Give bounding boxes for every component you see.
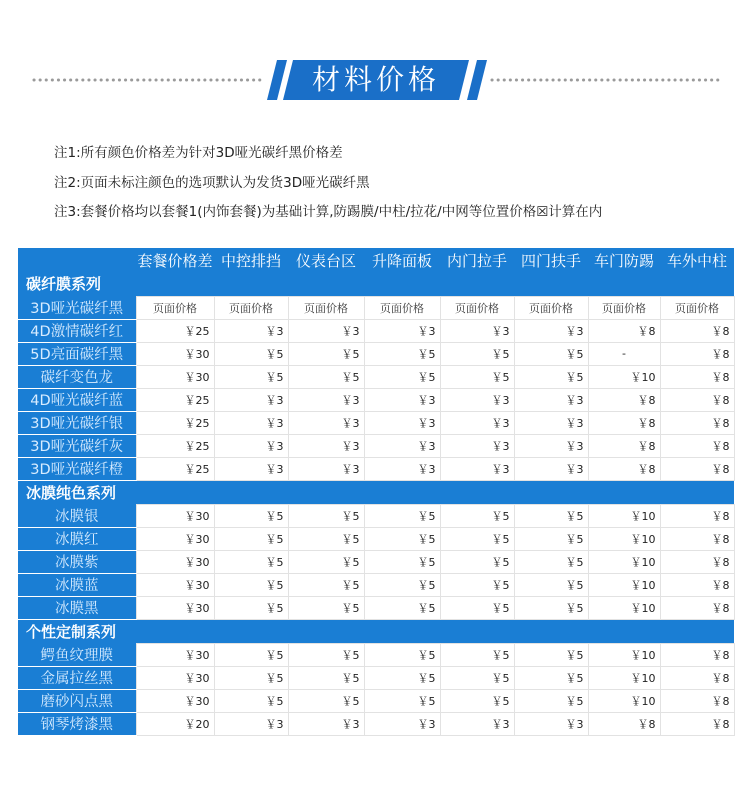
price-cell: ￥8 xyxy=(660,411,734,434)
price-cell: ￥5 xyxy=(288,527,364,550)
price-cell: ￥3 xyxy=(514,411,588,434)
row-label: 3D哑光碳纤黑 xyxy=(18,296,136,319)
row-label: 4D哑光碳纤蓝 xyxy=(18,388,136,411)
table-row xyxy=(18,527,734,550)
table-row xyxy=(18,643,734,666)
price-cell: ￥10 xyxy=(588,666,660,689)
price-cell: ￥3 xyxy=(214,434,288,457)
price-cell: 页面价格 xyxy=(440,296,514,319)
price-cell: ￥5 xyxy=(440,527,514,550)
row-label: 冰膜紫 xyxy=(18,550,136,573)
price-cell: ￥5 xyxy=(514,643,588,666)
price-cell: ￥10 xyxy=(588,643,660,666)
price-cell: ￥3 xyxy=(288,712,364,735)
price-cell: ￥5 xyxy=(514,596,588,619)
price-cell: ￥3 xyxy=(364,457,440,480)
column-header: 四门扶手 xyxy=(514,248,588,272)
price-cell: ￥5 xyxy=(288,504,364,527)
price-cell: ￥3 xyxy=(440,388,514,411)
column-header: 仪表台区 xyxy=(288,248,364,272)
price-cell: - xyxy=(588,342,660,365)
price-cell: ￥5 xyxy=(214,596,288,619)
price-cell: ￥5 xyxy=(364,643,440,666)
note-3: 注3:套餐价格均以套餐1(内饰套餐)为基础计算,防踢膜/中柱/拉花/中网等位置价格☒计算在内 xyxy=(54,204,603,220)
price-cell: ￥5 xyxy=(440,550,514,573)
column-header: 车门防踢 xyxy=(588,248,660,272)
price-cell: ￥8 xyxy=(660,434,734,457)
price-cell: 页面价格 xyxy=(588,296,660,319)
row-label: 3D哑光碳纤橙 xyxy=(18,457,136,480)
price-cell: 页面价格 xyxy=(214,296,288,319)
section-title: 碳纤膜系列 xyxy=(18,272,734,296)
price-cell: ￥3 xyxy=(214,457,288,480)
price-cell: ￥8 xyxy=(660,596,734,619)
table-row xyxy=(18,712,734,735)
price-cell: ￥5 xyxy=(214,365,288,388)
table-row xyxy=(18,457,734,480)
price-cell: ￥3 xyxy=(214,712,288,735)
price-cell: ￥25 xyxy=(136,457,214,480)
price-cell: ￥5 xyxy=(440,596,514,619)
price-cell: ￥3 xyxy=(214,388,288,411)
price-cell: ￥5 xyxy=(214,342,288,365)
dotted-rule-left xyxy=(32,77,262,83)
price-cell: ￥3 xyxy=(514,388,588,411)
price-cell: ￥8 xyxy=(660,643,734,666)
title-banner xyxy=(0,58,750,102)
table-row xyxy=(18,504,734,527)
row-label: 冰膜银 xyxy=(18,504,136,527)
row-label: 冰膜黑 xyxy=(18,596,136,619)
dotted-rule-right xyxy=(490,77,720,83)
price-cell: ￥30 xyxy=(136,527,214,550)
price-cell: ￥5 xyxy=(440,365,514,388)
note-2: 注2:页面未标注颜色的选项默认为发货3D哑光碳纤黑 xyxy=(54,174,370,191)
price-cell: ￥10 xyxy=(588,596,660,619)
price-cell: ￥25 xyxy=(136,434,214,457)
price-cell: ￥5 xyxy=(214,573,288,596)
price-cell: ￥5 xyxy=(440,342,514,365)
price-cell: ￥3 xyxy=(214,319,288,342)
price-cell: ￥10 xyxy=(588,689,660,712)
price-cell: ￥8 xyxy=(660,573,734,596)
price-cell: ￥3 xyxy=(288,411,364,434)
price-cell: ￥5 xyxy=(288,573,364,596)
table-row xyxy=(18,434,734,457)
price-cell: ￥5 xyxy=(440,689,514,712)
price-cell: ￥8 xyxy=(660,689,734,712)
price-cell: ￥3 xyxy=(440,434,514,457)
price-cell: ￥8 xyxy=(660,457,734,480)
price-cell: ￥5 xyxy=(214,689,288,712)
price-cell: ￥10 xyxy=(588,550,660,573)
price-cell: ￥5 xyxy=(364,666,440,689)
price-cell: ￥30 xyxy=(136,550,214,573)
price-cell: ￥8 xyxy=(660,388,734,411)
price-cell: ￥5 xyxy=(364,504,440,527)
price-cell: ￥8 xyxy=(660,527,734,550)
price-cell: ￥3 xyxy=(440,712,514,735)
price-cell: ￥30 xyxy=(136,643,214,666)
price-cell: ￥3 xyxy=(440,319,514,342)
price-cell: ￥5 xyxy=(288,550,364,573)
title-slash-right xyxy=(467,60,487,100)
column-header: 套餐价格差 xyxy=(136,248,214,272)
price-cell: ￥8 xyxy=(660,504,734,527)
table-row xyxy=(18,342,734,365)
section-title: 冰膜纯色系列 xyxy=(18,480,734,504)
price-cell: ￥5 xyxy=(288,643,364,666)
section-header-row xyxy=(18,480,734,504)
price-cell: ￥30 xyxy=(136,596,214,619)
price-cell: ￥5 xyxy=(214,666,288,689)
price-cell: ￥8 xyxy=(588,388,660,411)
price-cell: ￥5 xyxy=(288,689,364,712)
price-cell: ￥5 xyxy=(288,666,364,689)
price-cell: ￥5 xyxy=(440,573,514,596)
price-cell: ￥3 xyxy=(214,411,288,434)
price-cell: ￥5 xyxy=(514,573,588,596)
price-cell: ￥30 xyxy=(136,573,214,596)
table-row xyxy=(18,573,734,596)
price-cell: ￥3 xyxy=(364,411,440,434)
price-cell: ￥5 xyxy=(364,550,440,573)
price-cell: ￥30 xyxy=(136,666,214,689)
row-label: 冰膜红 xyxy=(18,527,136,550)
column-header: 升降面板 xyxy=(364,248,440,272)
price-cell: ￥8 xyxy=(588,457,660,480)
price-cell: 页面价格 xyxy=(364,296,440,319)
row-label: 磨砂闪点黑 xyxy=(18,689,136,712)
table-row xyxy=(18,296,734,319)
price-cell: ￥3 xyxy=(288,457,364,480)
price-cell: ￥25 xyxy=(136,319,214,342)
row-label: 鳄鱼纹理膜 xyxy=(18,643,136,666)
price-cell: ￥3 xyxy=(364,319,440,342)
price-cell: ￥3 xyxy=(514,434,588,457)
table-row xyxy=(18,596,734,619)
price-cell: ￥20 xyxy=(136,712,214,735)
row-label: 3D哑光碳纤银 xyxy=(18,411,136,434)
table-row xyxy=(18,550,734,573)
price-cell: ￥5 xyxy=(364,596,440,619)
row-label: 金属拉丝黑 xyxy=(18,666,136,689)
section-header-row xyxy=(18,619,734,643)
notes xyxy=(54,143,602,232)
price-cell: ￥30 xyxy=(136,689,214,712)
table-row xyxy=(18,365,734,388)
price-cell: ￥3 xyxy=(440,411,514,434)
price-cell: ￥8 xyxy=(660,550,734,573)
price-cell: ￥10 xyxy=(588,504,660,527)
price-cell: ￥5 xyxy=(364,689,440,712)
price-cell: ￥5 xyxy=(364,573,440,596)
price-cell: ￥5 xyxy=(214,643,288,666)
table-row xyxy=(18,689,734,712)
row-label: 3D哑光碳纤灰 xyxy=(18,434,136,457)
price-cell: ￥3 xyxy=(364,388,440,411)
price-cell: ￥8 xyxy=(588,411,660,434)
price-table xyxy=(18,248,735,736)
price-cell: ￥5 xyxy=(440,666,514,689)
price-cell: 页面价格 xyxy=(288,296,364,319)
price-cell: ￥5 xyxy=(514,550,588,573)
price-cell: ￥30 xyxy=(136,342,214,365)
price-cell: ￥8 xyxy=(660,365,734,388)
price-cell: ￥5 xyxy=(214,550,288,573)
section-header-row xyxy=(18,272,734,296)
price-cell: ￥5 xyxy=(364,527,440,550)
price-cell: ￥5 xyxy=(364,365,440,388)
price-cell: ￥25 xyxy=(136,388,214,411)
price-cell: ￥5 xyxy=(514,689,588,712)
price-cell: ￥3 xyxy=(364,434,440,457)
price-cell: ￥5 xyxy=(288,365,364,388)
column-header: 中控排挡 xyxy=(214,248,288,272)
price-cell: 页面价格 xyxy=(136,296,214,319)
price-cell: 页面价格 xyxy=(660,296,734,319)
price-cell: ￥8 xyxy=(588,319,660,342)
table-row xyxy=(18,319,734,342)
price-cell: ￥5 xyxy=(214,527,288,550)
row-label: 冰膜蓝 xyxy=(18,573,136,596)
price-cell: ￥10 xyxy=(588,365,660,388)
price-cell: 页面价格 xyxy=(514,296,588,319)
price-cell: ￥3 xyxy=(364,712,440,735)
section-title: 个性定制系列 xyxy=(18,619,734,643)
table-row xyxy=(18,666,734,689)
row-label: 碳纤变色龙 xyxy=(18,365,136,388)
row-label: 5D亮面碳纤黑 xyxy=(18,342,136,365)
page-title: 材料价格 xyxy=(311,63,440,96)
price-cell: ￥3 xyxy=(288,319,364,342)
price-cell: ￥8 xyxy=(660,319,734,342)
column-header: 内门拉手 xyxy=(440,248,514,272)
price-cell: ￥8 xyxy=(660,666,734,689)
table-row xyxy=(18,411,734,434)
header-corner xyxy=(18,248,136,272)
price-cell: ￥3 xyxy=(288,388,364,411)
price-cell: ￥8 xyxy=(588,712,660,735)
price-cell: ￥5 xyxy=(288,342,364,365)
price-cell: ￥30 xyxy=(136,365,214,388)
price-cell: ￥5 xyxy=(214,504,288,527)
price-cell: ￥10 xyxy=(588,573,660,596)
price-cell: ￥5 xyxy=(514,365,588,388)
row-label: 钢琴烤漆黑 xyxy=(18,712,136,735)
table-header-row xyxy=(18,248,734,272)
note-1: 注1:所有颜色价格差为针对3D哑光碳纤黑价格差 xyxy=(54,145,343,161)
price-cell: ￥5 xyxy=(364,342,440,365)
price-cell: ￥3 xyxy=(288,434,364,457)
price-cell: ￥5 xyxy=(440,504,514,527)
price-cell: ￥5 xyxy=(514,666,588,689)
price-cell: ￥5 xyxy=(514,342,588,365)
price-cell: ￥8 xyxy=(660,712,734,735)
price-cell: ￥30 xyxy=(136,504,214,527)
price-cell: ￥5 xyxy=(514,527,588,550)
price-cell: ￥3 xyxy=(514,712,588,735)
price-cell: ￥3 xyxy=(514,457,588,480)
price-cell: ￥5 xyxy=(514,504,588,527)
price-cell: ￥5 xyxy=(288,596,364,619)
row-label: 4D激情碳纤红 xyxy=(18,319,136,342)
price-cell: ￥25 xyxy=(136,411,214,434)
price-cell: ￥10 xyxy=(588,527,660,550)
price-cell: ￥8 xyxy=(588,434,660,457)
price-cell: ￥5 xyxy=(440,643,514,666)
column-header: 车外中柱 xyxy=(660,248,734,272)
price-cell: ￥3 xyxy=(514,319,588,342)
price-cell: ￥8 xyxy=(660,342,734,365)
price-cell: ￥3 xyxy=(440,457,514,480)
table-row xyxy=(18,388,734,411)
